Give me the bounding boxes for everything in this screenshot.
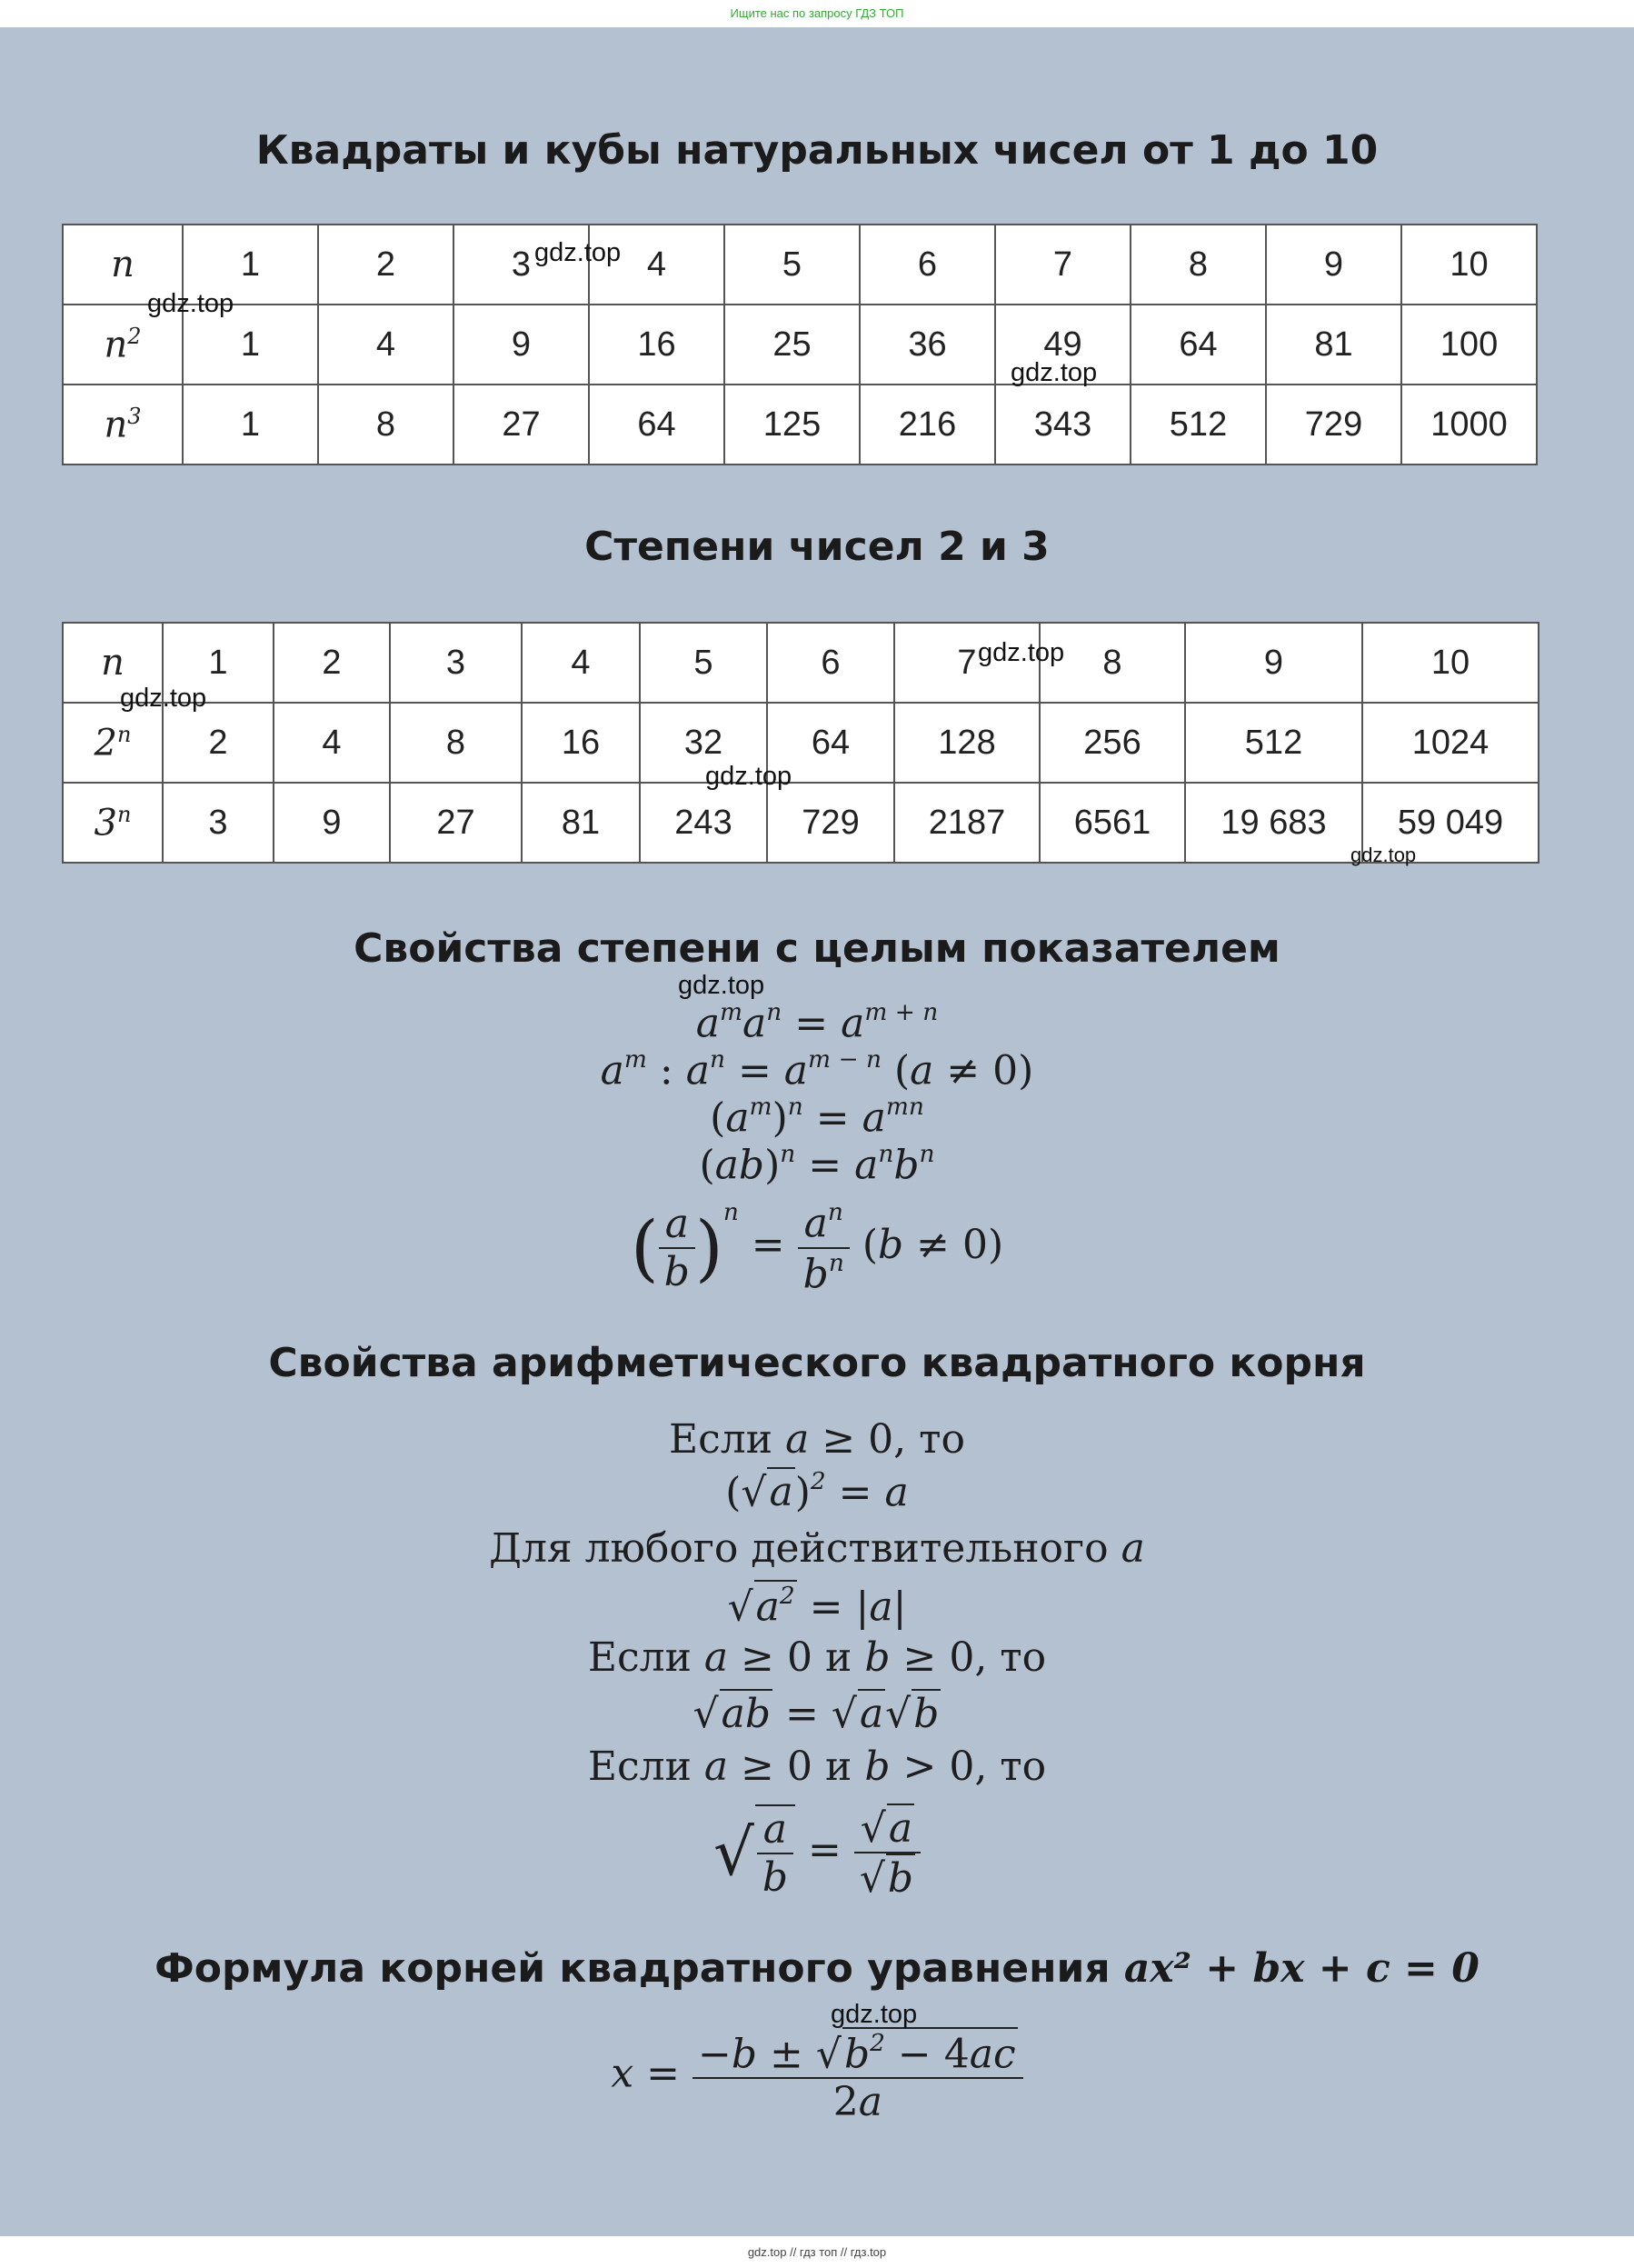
table-cell: 2	[163, 703, 274, 783]
formula-sqrt-of-product: √ab = √a√b	[692, 1691, 940, 1737]
table-cell: 256	[1040, 703, 1185, 783]
table-cell: 16	[522, 703, 640, 783]
formula-sqrt-of-square: $√a^2 = |a|$	[727, 1582, 907, 1631]
table-cell: 6	[860, 225, 995, 305]
watermark: gdz.top	[147, 289, 234, 318]
table-cell: 216	[860, 385, 995, 465]
table-cell: 128	[894, 703, 1040, 783]
table-cell: 6561	[1040, 783, 1185, 863]
watermark: gdz.top	[120, 684, 207, 713]
section4-title: Свойства арифметического квадратного корня	[268, 1340, 1366, 1386]
table-cell: 1	[183, 225, 318, 305]
table-row	[63, 623, 1539, 703]
formula-power-of-quotient: ( $\frac{a}{b}$ )$^n$ = $\frac{a^n}{b^n}$ (b ≠ 0)	[630, 1198, 1004, 1298]
formula-sqrt-of-quotient: √ $\frac{a}{b}$ = $\frac{√a}{√b}$	[0, 1803, 1634, 1902]
bottom-note: gdz.top // гдз топ // гдз.top	[747, 2245, 887, 2259]
watermark: gdz.top	[705, 762, 792, 791]
table-cell: 8	[390, 703, 522, 783]
table-cell: 3	[390, 623, 522, 703]
top-note-bar	[0, 0, 1634, 27]
watermark: gdz.top	[1011, 358, 1098, 387]
table-cell: 4	[522, 623, 640, 703]
table-cell: 5	[724, 225, 860, 305]
table-cell: 8	[318, 385, 453, 465]
table-row	[63, 385, 1537, 465]
table-cell: 512	[1131, 385, 1266, 465]
table-cell: 3	[163, 783, 274, 863]
table-cell: 1000	[1401, 385, 1537, 465]
table-cell: 81	[522, 783, 640, 863]
formula-power-of-product: $(ab)^n = a^nb^n$	[699, 1140, 935, 1189]
table-cell: 2	[318, 225, 453, 305]
formula-power-of-power: $(a^m)^n = a^{mn}$	[710, 1093, 924, 1142]
table-cell: 19 683	[1185, 783, 1362, 863]
table-cell: 9	[453, 305, 589, 385]
table-cell: 343	[995, 385, 1131, 465]
table-cell: 1	[183, 385, 318, 465]
table-cell: 4	[589, 225, 724, 305]
table-cell: 2	[274, 623, 390, 703]
squares-cubes-table	[62, 224, 1538, 465]
sqrt-condition-3: Если a ≥ 0 и b ≥ 0, то	[587, 1634, 1047, 1681]
table-cell: 64	[589, 385, 724, 465]
table-cell: 9	[1266, 225, 1401, 305]
sqrt-condition-2: Для любого действительного a	[489, 1525, 1145, 1572]
table-cell: 36	[860, 305, 995, 385]
table-cell: 8	[1040, 623, 1185, 703]
table-cell: 32	[640, 703, 767, 783]
row-header: 3$^n$	[63, 783, 163, 863]
watermark: gdz.top	[534, 238, 622, 267]
table-cell: 64	[767, 703, 894, 783]
watermark: gdz.top	[831, 2000, 918, 2029]
table-cell: 2187	[894, 783, 1040, 863]
table-cell: 10	[1401, 225, 1537, 305]
row-header: $n^2$	[63, 305, 183, 385]
table-cell: 49	[995, 305, 1131, 385]
table-cell: 100	[1401, 305, 1537, 385]
table-cell: 7	[995, 225, 1131, 305]
table-row	[63, 225, 1537, 305]
table-cell: 729	[767, 783, 894, 863]
table-cell: 59 049	[1362, 783, 1539, 863]
table-cell: 3	[453, 225, 589, 305]
table-cell: 9	[274, 783, 390, 863]
table-cell: 10	[1362, 623, 1539, 703]
formula-sqrt-squared: $(√a)^2 = a$	[725, 1467, 909, 1516]
table-cell: 9	[1185, 623, 1362, 703]
table-row	[63, 783, 1539, 863]
table-cell: 8	[1131, 225, 1266, 305]
watermark: gdz.top	[678, 971, 765, 1000]
table-cell: 512	[1185, 703, 1362, 783]
watermark: gdz.top	[1350, 844, 1417, 866]
section5-title: Формула корней квадратного уравнения ax² + bx + c = 0	[154, 1945, 1480, 1992]
row-header: $n^3$	[63, 385, 183, 465]
bottom-note-bar	[0, 2236, 1634, 2268]
table-cell: 1	[183, 305, 318, 385]
table-cell: 4	[318, 305, 453, 385]
formula-product-of-powers: $a^ma^n = a^{m + n}$	[695, 998, 939, 1047]
table-cell: 16	[589, 305, 724, 385]
table-cell: 64	[1131, 305, 1266, 385]
watermark: gdz.top	[978, 638, 1065, 667]
table-cell: 4	[274, 703, 390, 783]
row-header: n	[63, 225, 183, 305]
table-cell: 125	[724, 385, 860, 465]
table-row	[63, 305, 1537, 385]
table-cell: 729	[1266, 385, 1401, 465]
formula-quotient-of-powers: $a^m$ : $a^n = a^{m - n}$ (a ≠ 0)	[600, 1045, 1034, 1094]
table-cell: 1	[163, 623, 274, 703]
table-cell: 81	[1266, 305, 1401, 385]
powers-2-3-table	[62, 622, 1539, 864]
table-cell: 243	[640, 783, 767, 863]
table-row	[63, 703, 1539, 783]
table-cell: 5	[640, 623, 767, 703]
section2-title: Степени чисел 2 и 3	[584, 524, 1050, 570]
row-header: n	[63, 623, 163, 703]
section3-title: Свойства степени с целым показателем	[354, 925, 1280, 972]
table-cell: 7	[894, 623, 1040, 703]
sqrt-condition-4: Если a ≥ 0 и b > 0, то	[587, 1743, 1047, 1790]
section1-title: Квадраты и кубы натуральных чисел от 1 до 10	[255, 127, 1379, 174]
table-cell: 6	[767, 623, 894, 703]
table-cell: 27	[453, 385, 589, 465]
quadratic-equation: ax² + bx + c = 0	[1123, 1945, 1480, 1992]
table-cell: 1024	[1362, 703, 1539, 783]
sqrt-condition-1: Если a ≥ 0, то	[669, 1416, 965, 1463]
top-note: Ищите нас по запросу ГДЗ ТОП	[730, 6, 904, 20]
table-cell: 25	[724, 305, 860, 385]
table-cell: 27	[390, 783, 522, 863]
formula-quadratic-roots: x = $\frac{-b \pm √b^2 - 4ac}{2a}$	[0, 2027, 1634, 2125]
row-header: 2$^n$	[63, 703, 163, 783]
